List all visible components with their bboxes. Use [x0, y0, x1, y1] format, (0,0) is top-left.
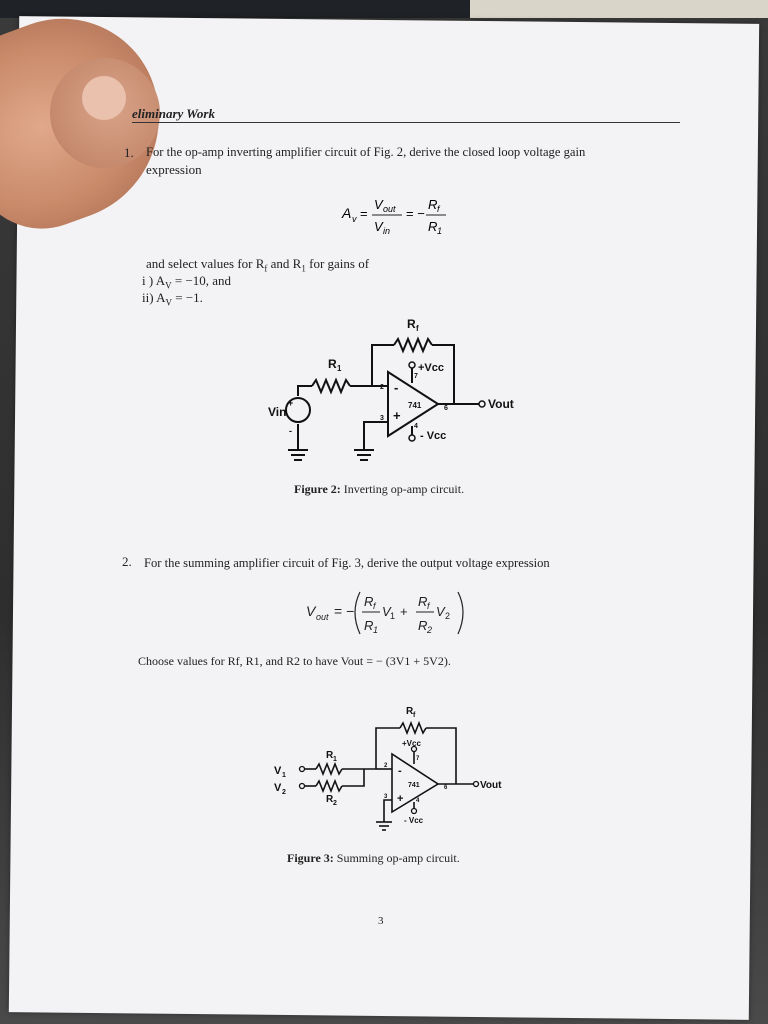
svg-text:Vin: Vin	[268, 405, 287, 419]
svg-text:+: +	[400, 604, 408, 619]
q1-number: 1.	[124, 145, 134, 160]
formula-vout-sub: out	[383, 204, 396, 214]
svg-text:+Vcc: +Vcc	[418, 362, 444, 374]
svg-text:6: 6	[444, 785, 448, 791]
svg-text:R: R	[418, 618, 428, 633]
svg-text:R: R	[418, 594, 428, 609]
svg-text:1: 1	[390, 611, 396, 621]
svg-text:=: =	[360, 206, 368, 221]
svg-text:f: f	[413, 712, 416, 719]
svg-text:4: 4	[414, 423, 418, 430]
svg-text:2: 2	[282, 789, 286, 796]
q2-output-formula	[300, 584, 500, 640]
svg-text:= −: = −	[334, 603, 355, 619]
svg-text:- Vcc: - Vcc	[404, 816, 424, 825]
section-header: eliminary Work	[132, 106, 215, 121]
svg-text:7: 7	[414, 373, 418, 380]
thumbnail-nail	[82, 76, 126, 120]
svg-text:f: f	[373, 601, 376, 611]
svg-text:out: out	[316, 612, 329, 622]
svg-text:1: 1	[282, 772, 286, 779]
svg-text:R: R	[326, 750, 334, 761]
svg-text:+: +	[288, 398, 294, 408]
svg-text:Vout: Vout	[480, 780, 502, 791]
svg-text:2: 2	[333, 800, 337, 807]
formula-vin-sub: in	[383, 226, 391, 236]
svg-text:741: 741	[408, 401, 422, 410]
svg-text:R: R	[364, 594, 374, 609]
formula-av-sub: v	[352, 214, 357, 224]
figure-3-circuit	[264, 690, 524, 840]
header-rule	[132, 122, 680, 123]
q2-choose-text: Choose values for Rf, R1, and R2 to have Vout = − (3V1 + 5V2).	[138, 654, 451, 668]
svg-text:1: 1	[373, 625, 379, 635]
q1-item-ii: ii) $A_V = -1$.	[142, 290, 203, 308]
svg-text:Vout: Vout	[488, 397, 514, 411]
q2-number: 2.	[122, 554, 132, 569]
svg-text:R: R	[406, 706, 414, 717]
page-number: 3	[378, 915, 384, 927]
svg-text:741: 741	[408, 782, 420, 789]
svg-text:2: 2	[384, 763, 388, 769]
svg-text:-: -	[398, 765, 402, 777]
svg-text:V: V	[274, 765, 282, 777]
formula-vin: V	[374, 219, 383, 234]
svg-text:-: -	[394, 380, 399, 395]
svg-text:- Vcc: - Vcc	[420, 430, 447, 442]
svg-text:4: 4	[416, 798, 420, 804]
svg-text:V: V	[306, 603, 316, 619]
svg-text:V: V	[382, 604, 391, 619]
svg-text:R: R	[328, 357, 337, 371]
svg-text:6: 6	[444, 405, 448, 412]
formula-rf: R	[428, 197, 438, 212]
svg-text:-: -	[289, 426, 292, 436]
svg-text:2: 2	[445, 611, 451, 621]
q1-gain-formula	[330, 190, 460, 238]
q1-select-text: and select values for $R_f$ and $R_1$ for gains of	[146, 256, 370, 274]
q1-line1: For the op-amp inverting amplifier circuit of Fig. 2, derive the closed loop voltage gain	[146, 145, 586, 159]
formula-rf-sub: f	[437, 204, 440, 214]
svg-text:f: f	[416, 324, 419, 333]
formula-r1-sub: 1	[437, 226, 443, 236]
svg-text:1: 1	[333, 756, 337, 763]
svg-text:R: R	[407, 317, 416, 331]
figure-3-caption: Figure 3: Summing op-amp circuit.	[287, 851, 460, 865]
svg-text:2: 2	[427, 625, 433, 635]
formula-av: A	[342, 205, 352, 221]
svg-text:= −: = −	[406, 206, 425, 221]
formula-vout: V	[374, 197, 383, 212]
figure-2-caption: Figure 2: Inverting op-amp circuit.	[294, 482, 465, 496]
svg-text:R: R	[326, 794, 334, 805]
svg-text:2: 2	[380, 384, 384, 391]
q2-line1: For the summing amplifier circuit of Fig. 3, derive the output voltage expression	[144, 556, 550, 570]
svg-text:7: 7	[416, 756, 420, 762]
figure-2-circuit	[262, 310, 522, 470]
svg-text:V: V	[274, 782, 282, 794]
svg-text:3: 3	[384, 794, 388, 800]
background-top-bar	[0, 0, 768, 18]
svg-text:+Vcc: +Vcc	[402, 739, 421, 748]
svg-text:R: R	[364, 618, 374, 633]
svg-text:1: 1	[337, 364, 342, 373]
q1-item-i: i ) $A_V = -10$, and	[142, 273, 232, 291]
svg-text:V: V	[436, 604, 445, 619]
q1-line2: expression	[146, 162, 202, 177]
svg-text:+: +	[397, 793, 404, 805]
formula-r1: R	[428, 219, 438, 234]
svg-text:+: +	[393, 408, 401, 423]
svg-text:f: f	[427, 601, 430, 611]
svg-text:3: 3	[380, 415, 384, 422]
